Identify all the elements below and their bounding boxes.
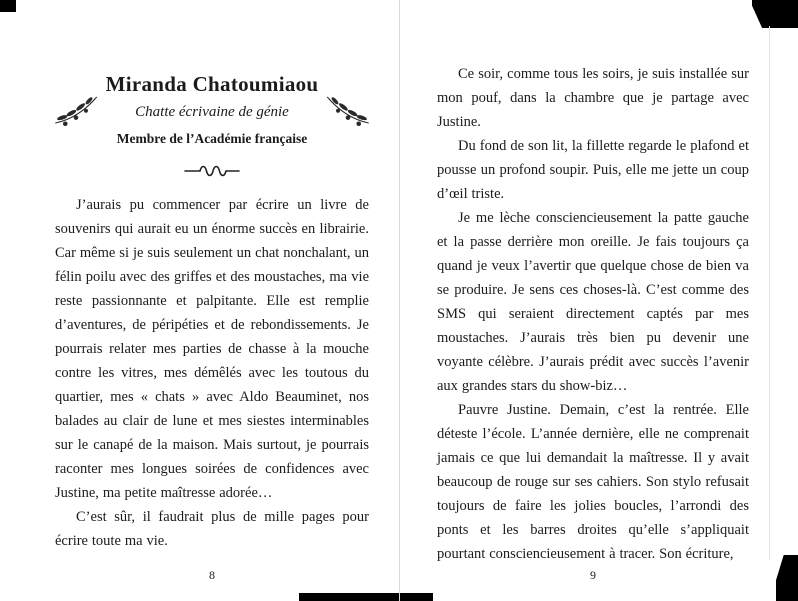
paragraph: Ce soir, comme tous les soirs, je suis installée sur mon pouf, dans la chambre que je partage avec Justine. bbox=[437, 66, 749, 130]
paragraph: Pauvre Justine. Demain, c’est la rentrée. Elle déteste l’école. L’année dernière, elle ne comprenait jamais ce que lui demandait la maîtresse. Il y avait beaucoup de rouge sur ses cahiers. Son stylo refusait toujours de faire les jolies boucles, l’arrondi des ponts et les barres droites qu’elle s’appliquait pourtant consciencieusement à tracer. Son écriture, bbox=[437, 402, 749, 562]
page-edge-line bbox=[769, 26, 770, 560]
laurel-branch-right-icon bbox=[325, 90, 371, 130]
page-number-left: 8 bbox=[209, 568, 215, 582]
squiggle-divider-icon bbox=[55, 163, 369, 179]
paragraph: J’aurais pu commencer par écrire un livre de souvenirs qui aurait eu un énorme succès en librairie. Car même si je suis seulement un chat nonchalant, un félin poilu avec des griffes et des moustaches, ma vie reste passionnante et palpitante. Elle est remplie d’aventures, de péripéties et de rebondissements. Je pourrais relater mes parties de chasse à la mouche contre les vitres, mes démêlés avec les toutous du quartier, mes « chats » avec Aldo Beauminet, nos balades au clair de lune et mes siestes interminables sur le canapé de la maison. Mais surtout, je pourrais raconter mes longues soirées de confidences avec Justine, ma petite maîtresse adorée… bbox=[55, 197, 369, 501]
scan-artifact-top-left bbox=[0, 0, 16, 12]
page-number-right: 9 bbox=[590, 568, 596, 582]
paragraph: Du fond de son lit, la fillette regarde le plafond et pousse un profond soupir. Puis, elle me jette un coup d’œil triste. bbox=[437, 138, 749, 202]
left-page bbox=[55, 60, 369, 553]
scan-artifact-top-right bbox=[752, 0, 798, 28]
page-gutter-line bbox=[399, 0, 400, 601]
laurel-branch-left-icon bbox=[53, 90, 99, 130]
scan-artifact-bottom-right bbox=[776, 555, 798, 601]
chapter-header bbox=[55, 72, 369, 147]
chapter-header-text bbox=[103, 72, 321, 147]
paragraph: C’est sûr, il faudrait plus de mille pages pour écrire toute ma vie. bbox=[55, 509, 369, 549]
affiliation-line: Membre de l’Académie française bbox=[116, 131, 308, 146]
page-subtitle: Chatte écrivaine de génie bbox=[135, 104, 289, 120]
page-title: Miranda Chatoumiaou bbox=[105, 72, 319, 96]
paragraph: Je me lèche consciencieusement la patte gauche et la passe derrière mon oreille. Je fais toujours ça quand je veux l’avertir que quelque chose de bien va se produire. Je sens ces choses-là. C’est comme des SMS qui seraient directement captés par mes moustaches. J’aurais très bien pu devenir une voyante célèbre. J’aurais prédit avec succès l’avenir aux grandes stars du show-biz… bbox=[437, 210, 749, 394]
right-page bbox=[437, 62, 749, 566]
scan-artifact-bottom-gutter bbox=[299, 593, 433, 601]
